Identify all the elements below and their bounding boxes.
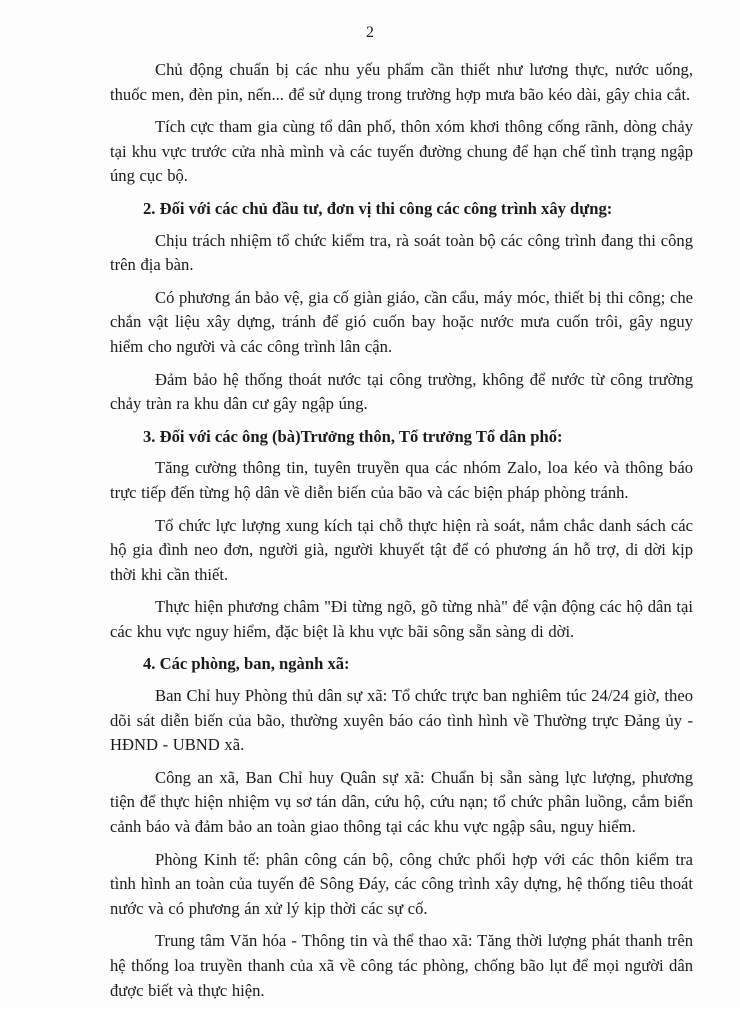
paragraph: Thực hiện phương châm "Đi từng ngõ, gõ từng nhà" để vận động các hộ dân tại các khu vực nguy hiểm, đặc biệt là khu vực bãi sông sẵn sàng di dời. xyxy=(110,597,693,641)
paragraph: Chịu trách nhiệm tổ chức kiểm tra, rà soát toàn bộ các công trình đang thi công trên địa bàn. xyxy=(110,230,693,275)
paragraph: Phòng Kinh tế: phân công cán bộ, công chức phối hợp với các thôn kiểm tra tình hình an toàn của tuyến đê Sông Đáy, các công trình xây dựng, hệ thống tiêu thoát nước và có phương án xử lý kịp thời các sự cố. xyxy=(110,849,693,918)
section-heading: 4. Các phòng, ban, ngành xã: xyxy=(143,654,350,674)
paragraph: Đảm bảo hệ thống thoát nước tại công trường, không để nước từ công trường chảy tràn ra khu dân cư gây ngập úng. xyxy=(110,369,693,414)
paragraph: Chủ động chuẩn bị các nhu yếu phẩm cần thiết như lương thực, nước uống, thuốc men, đèn pin, nến... để sử dụng trong trường hợp mưa bão kéo dài, gây chia cắt. xyxy=(110,60,693,104)
paragraph: Tổ chức lực lượng xung kích tại chỗ thực hiện rà soát, nắm chắc danh sách các hộ gia đình neo đơn, người già, người khuyết tật để có phương án hỗ trợ, di dời kịp thời khi cần thiết. xyxy=(110,515,693,584)
section-heading: 2. Đối với các chủ đầu tư, đơn vị thi công các công trình xây dựng: xyxy=(143,198,613,218)
paragraph: Tích cực tham gia cùng tổ dân phố, thôn xóm khơi thông cống rãnh, dòng chảy tại khu vực trước cửa nhà mình và các tuyến đường chung để hạn chế tình trạng ngập úng cục bộ. xyxy=(110,117,693,186)
page-number: 2 xyxy=(366,24,374,41)
document-body xyxy=(110,58,693,1011)
paragraph: Ban Chỉ huy Phòng thủ dân sự xã: Tổ chức trực ban nghiêm túc 24/24 giờ, theo dõi sát diễn biến của bão, thường xuyên báo cáo tình hình về Thường trực Đảng ủy - HĐND - UBND xã. xyxy=(110,686,693,755)
paragraph: Trung tâm Văn hóa - Thông tin và thể thao xã: Tăng thời lượng phát thanh trên hệ thống loa truyền thanh của xã về công tác phòng, chống bão lụt để mọi người dân được biết và thực hiện. xyxy=(110,931,693,1000)
paragraph: Công an xã, Ban Chỉ huy Quân sự xã: Chuẩn bị sẵn sàng lực lượng, phương tiện để thực hiện nhiệm vụ sơ tán dân, cứu hộ, cứu nạn; tổ chức phân luồng, cắm biển cảnh báo và đảm bảo an toàn giao thông tại các khu vực ngập sâu, nguy hiểm. xyxy=(110,767,693,837)
section-heading: 3. Đối với các ông (bà)Trưởng thôn, Tổ trưởng Tổ dân phố: xyxy=(143,426,563,446)
paragraph: Tăng cường thông tin, tuyên truyền qua các nhóm Zalo, loa kéo và thông báo trực tiếp đến từng hộ dân về diễn biến của bão và các biện pháp phòng tránh. xyxy=(110,458,693,502)
paragraph: Có phương án bảo vệ, gia cố giàn giáo, cần cẩu, máy móc, thiết bị thi công; che chắn vật liệu xây dựng, tránh để gió cuốn bay hoặc nước mưa cuốn trôi, gây nguy hiểm cho người và các công trình lân cận. xyxy=(110,287,693,356)
